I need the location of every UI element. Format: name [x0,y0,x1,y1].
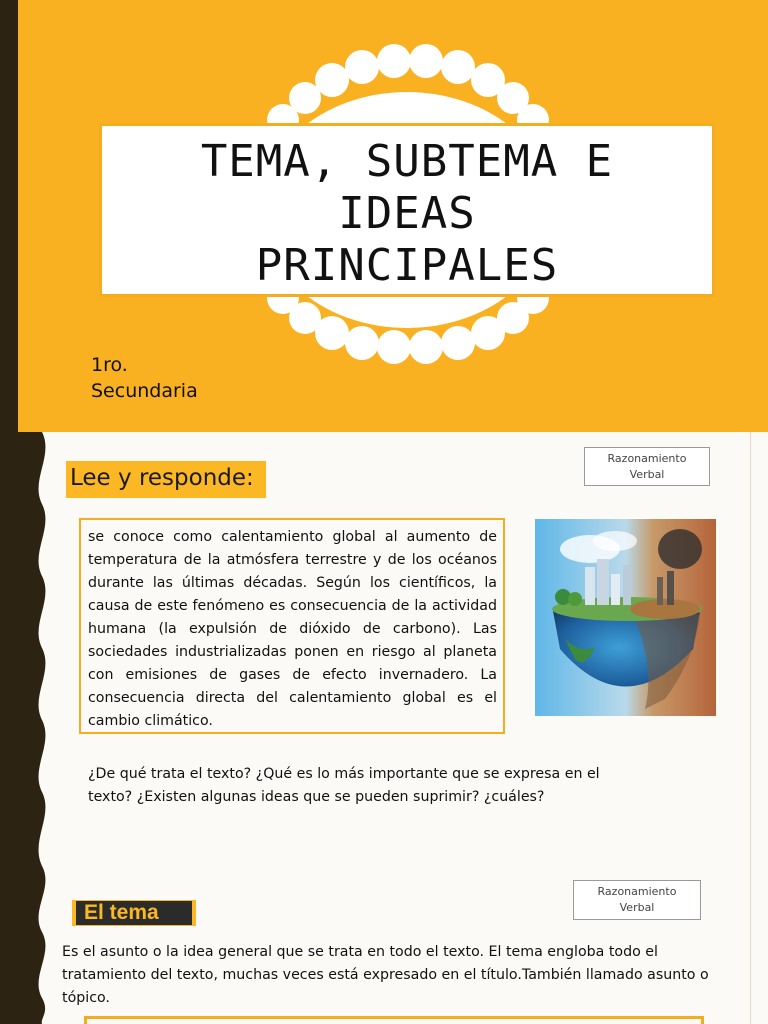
grade-line-2: Secundaria [91,380,198,402]
subject-badge-line-2: Verbal [619,901,655,914]
title-slide [0,0,768,432]
topic-description: Es el asunto o la idea general que se trata en todo el texto. El tema engloba todo el tratamiento del texto, muchas veces está expresado en el título.También llamado asunto o tópico. [62,944,709,1006]
reading-questions: ¿De qué trata el texto? ¿Qué es lo más importante que se expresa en el texto? ¿Existen algunas ideas que se pueden suprimir? ¿cuáles? [88,766,600,805]
bottom-text-box [84,1016,704,1024]
title-box [99,123,715,297]
grade-line-1: 1ro. [91,354,128,376]
title-line-2: IDEAS [338,188,476,239]
page-title [127,136,687,292]
reading-slide [0,432,768,866]
topic-slide [0,866,768,1024]
read-respond-heading: Lee y responde: [66,461,266,498]
grade-label [91,352,198,404]
earth-climate-image [535,519,716,716]
subject-badge [573,880,701,920]
subject-badge-line-2: Verbal [629,467,665,481]
title-line-1: TEMA, SUBTEMA E [200,136,614,187]
subject-badge-line-1: Razonamiento [607,451,687,465]
right-divider [750,866,751,1024]
wavy-side-border [0,432,50,866]
reading-passage: se conoce como calentamiento global al aumento de temperatura de la atmósfera terrestre y de los océanos durante las últimas décadas. Según los científicos, la causa de este fenómeno es consecuencia de la actividad humana (la expulsión de dióxido de carbono). Las sociedades industrializadas ponen en riesgo al planeta con emisiones de gases de efecto invernadero. La consecuencia directa del calentamiento global es el cambio climático. [88,529,497,729]
title-line-3: PRINCIPALES [255,240,559,291]
subject-badge [584,447,710,486]
right-divider [750,432,751,866]
wavy-side-border [0,866,50,1024]
subject-badge-line-1: Razonamiento [597,885,677,898]
reading-passage-box [79,518,505,734]
topic-heading: El tema [76,901,192,925]
